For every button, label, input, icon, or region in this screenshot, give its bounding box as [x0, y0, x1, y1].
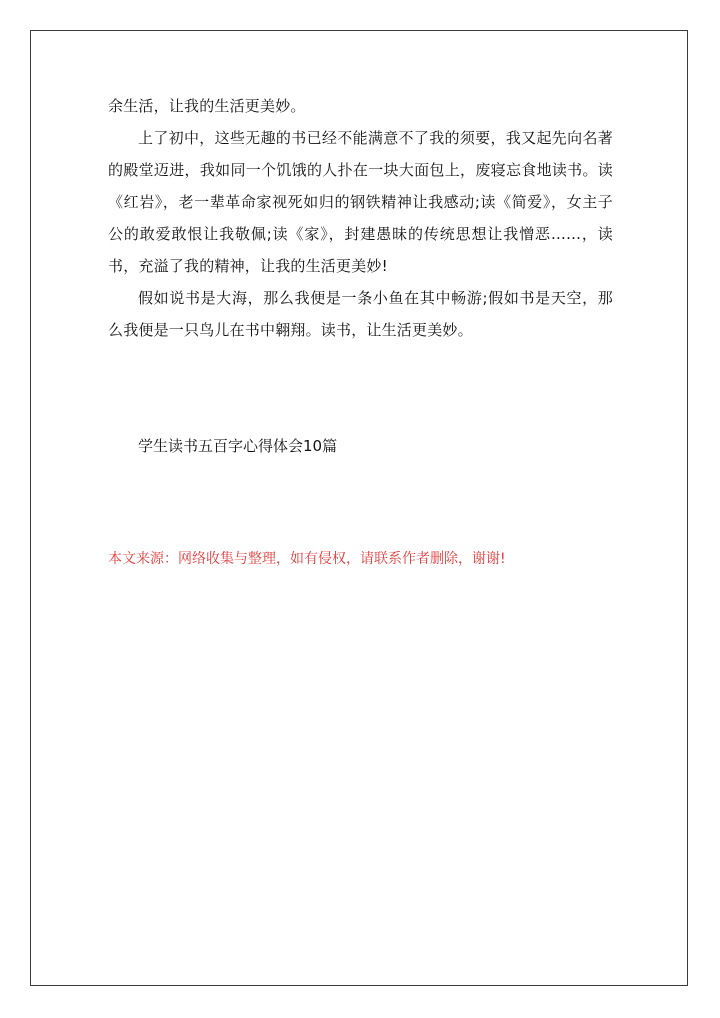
- source-note: 本文来源：网络收集与整理，如有侵权，请联系作者删除，谢谢!: [108, 551, 506, 567]
- article-title: 学生读书五百字心得体会10篇: [138, 437, 338, 455]
- paragraph-continuation: 余生活，让我的生活更美妙。: [108, 97, 306, 115]
- paragraph-book-as-sea: 假如说书是大海，那么我便是一条小鱼在其中畅游;假如书是天空，那么我便是一只鸟儿在书中翱翔。读书，让生活更美妙。: [108, 289, 613, 339]
- paragraph-middle-school-reading: 上了初中，这些无趣的书已经不能满意不了我的须要，我又起先向名著的殿堂迈进，我如同一个饥饿的人扑在一块大面包上，废寝忘食地读书。读《红岩》，老一辈革命家视死如归的钢铁精神让我感动;读《简爱》，女主子公的敢爱敢恨让我敬佩;读《家》，封建愚昧的传统思想让我憎恶……，读书，充溢了我的精神，让我的生活更美妙!: [108, 129, 613, 275]
- document-body: [108, 90, 613, 346]
